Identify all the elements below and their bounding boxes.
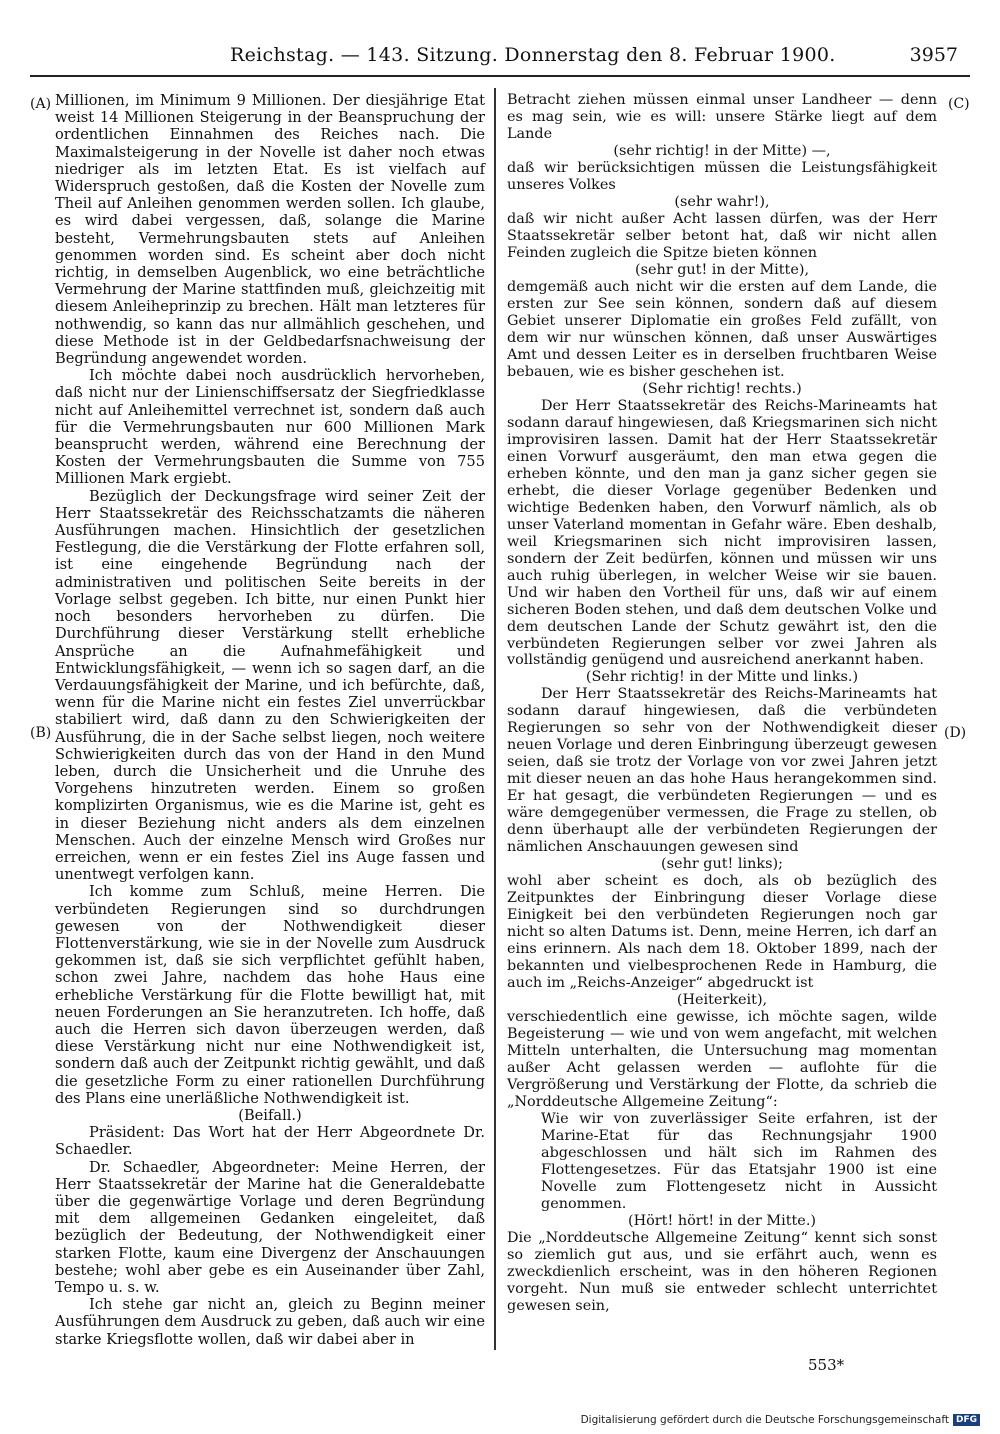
interjection: (sehr wahr!), [674, 193, 770, 210]
speaker-paragraph: Dr. Schaedler, Abgeordneter: Meine Herren, der Herr Staatssekretär der Marine hat die Generaldebatte über die gegenwärtige Vorlage und deren Begründung mit dem allgemeinen Gedanken eingeleitet, daß bezüglich der Bedeutung, der Nothwendigkeit einer starken Flotte, kaum eine Divergenz der Anschauungen bestehe; wohl aber gebe es ein Auseinander über Zahl, Tempo u. s. w. [55, 1158, 485, 1297]
interjection: (sehr gut! links); [661, 856, 783, 873]
paragraph: Der Herr Staatssekretär des Reichs-Marineamts hat sodann darauf hingewiesen, daß die verbündeten Regierungen so sehr von der Nothwendigkeit dieser neuen Vorlage und deren Einbringung überzeugt gewesen seien, daß sie trotz der Vorlage von vor zwei Jahren jetzt mit dieser neuen an das hohe Haus herangekommen sind. Er hat gesagt, die verbündeten Regierungen — und es wäre demgegenüber vermessen, die Frage zu stellen, ob denn überhaupt alle der verbündeten Regierungen der nämlichen Anschauungen gewesen sind [507, 686, 937, 856]
speaker-paragraph: Präsident: Das Wort hat der Herr Abgeordnete Dr. Schaedler. [55, 1124, 485, 1159]
paragraph: Die „Norddeutsche Allgemeine Zeitung“ kennt sich sonst so ziemlich gut aus, und sie erfährt auch, wenn es zweckdienlich erscheint, was in den höheren Regionen vorgeht. Nun muß sie entweder schlecht unterrichtet gewesen sein, [507, 1229, 937, 1314]
left-column [55, 92, 485, 1348]
header-rule [30, 75, 970, 77]
interjection: (Heiterkeit), [676, 992, 768, 1009]
paragraph: Bezüglich der Deckungsfrage wird seiner Zeit der Herr Staatssekretär des Reichsschatzamts die näheren Ausführungen machen. Hinsichtlich der gesetzlichen Festlegung, die die Verstärkung der Flotte erfahren soll, ist eine eingehende Begründung nach der administrativen und politischen Seite bereits in der Vorlage selbst gegeben. Ich bitte, nur einen Punkt hier noch besonders hervorheben zu dürfen. Die Durchführung dieser Verstärkung stellt erhebliche Ansprüche an die Aufnahmefähigkeit und Entwicklungsfähigkeit, — wenn ich so sagen darf, an die Verdauungsfähigkeit der Marine, und ich befürchte, daß, wenn für die Marine nicht ein festes Ziel unverrückbar stabiliert wird, daß dann zu den Schwierigkeiten der Ausführung, die in der Sache selbst liegen, noch weitere Schwierigkeiten durch das von der Hand in den Mund leben, durch die Unsicherheit und die Unruhe des Vorgehens hinzutreten werden. Einem so großen komplizirten Organismus, wie es die Marine ist, geht es in dieser Beziehung nicht anders als dem einzelnen Menschen. Auch der einzelne Mensch wird Großes nur erreichen, wenn er ein festes Ziel ins Auge fassen und unentwegt verfolgen kann. [55, 487, 485, 884]
margin-marker-b: (B) [30, 725, 52, 741]
paragraph: Ich komme zum Schluß, meine Herren. Die verbündeten Regierungen sind so durchdrungen gewesen von der Nothwendigkeit dieser Flottenverstärkung, wie sie in der Novelle zum Ausdruck gekommen ist, daß sie sich verpflichtet gefühlt haben, schon zwei Jahre, nachdem das hohe Haus eine erhebliche Verstärkung für die Flotte bewilligt hat, mit neuen Forderungen an Sie heranzutreten. Ich hoffe, daß auch die Herren sich davon überzeugen werden, daß diese Verstärkung nicht nur eine Nothwendigkeit ist, sondern daß auch der Zeitpunkt richtig gewählt, und daß die gesetzliche Form zu einer rationellen Durchführung des Plans eine unerläßliche Nothwendigkeit ist. [55, 883, 485, 1107]
block-quote: Wie wir von zuverlässiger Seite erfahren, ist der Marine-Etat für das Rechnungsjahr 1900 abgeschlossen und hält sich im Rahmen des Flottengesetzes. Für das Etatsjahr 1900 ist eine Novelle zum Flottengesetz nicht in Aussicht genommen. [541, 1111, 937, 1212]
interjection: (sehr gut! in der Mitte), [634, 261, 810, 278]
page-header [0, 44, 1000, 74]
interjection: (Sehr richtig! rechts.) [642, 380, 802, 397]
paragraph: Ich stehe gar nicht an, gleich zu Beginn meiner Ausführungen dem Ausdruck zu geben, daß auch wir eine starke Kriegsflotte wollen, daß wir dabei aber in [55, 1296, 485, 1348]
paragraph: Der Herr Staatssekretär des Reichs-Marineamts hat sodann darauf hingewiesen, daß Kriegsmarinen sich nicht improvisiren lassen. Damit hat der Herr Staatssekretär einen Vorwurf ausgeräumt, den man etwa gegen die erheben könnte, und den man ja ganz sicher gegen sie erhebt, die dieser Vorlage gegenüber Bedenken und wichtige Bedenken haben, den Vorwurf nämlich, als ob unser Vaterland momentan in Gefahr wäre. Eben deshalb, weil Kriegsmarinen sich nicht improvisiren lassen, sondern der Zeit bedürfen, können und müssen wir uns auch ruhig überlegen, in welcher Weise wir sie bauen. Und wir haben den Vortheil für uns, daß wir auf einem sicheren Boden stehen, und daß dem deutschen Volke und dem deutschen Lande der Schutz gewährt ist, den die verbündeten Regierungen selber vor zwei Jahren als vollständig genügend und ausreichend anerkannt haben. [507, 397, 937, 669]
margin-marker-c: (C) [948, 96, 970, 112]
paragraph: verschiedentlich eine gewisse, ich möchte sagen, wilde Begeisterung — wie und von wem angefacht, mit welchen Mitteln unterhalten, die Untersuchung mag momentan außer Acht gelassen werden — auflohte für die Vergrößerung und Verstärkung der Flotte, da schrieb die „Norddeutsche Allgemeine Zeitung“: [507, 1009, 937, 1111]
digitization-credit [581, 1414, 980, 1426]
paragraph: daß wir nicht außer Acht lassen dürfen, was der Herr Staatssekretär selber betont hat, daß wir nicht allen Feinden zugleich die Spitze bieten können [507, 210, 937, 261]
interjection: (sehr richtig! in der Mitte) —, [613, 142, 831, 159]
margin-marker-a: (A) [30, 96, 52, 112]
right-column [507, 92, 937, 1315]
credit-text: Digitalisierung gefördert durch die Deutsche Forschungsgemeinschaft [580, 1414, 949, 1426]
running-title: Reichstag. — 143. Sitzung. Donnerstag den 8. Februar 1900. [230, 44, 836, 66]
interjection: (Hört! hört! in der Mitte.) [627, 1212, 817, 1229]
paragraph: daß wir berücksichtigen müssen die Leistungsfähigkeit unseres Volkes [507, 159, 937, 193]
column-divider [494, 88, 496, 1350]
page-number: 3957 [909, 44, 958, 66]
paragraph: Betracht ziehen müssen einmal unser Landheer — denn es mag sein, wie es will: unsere Stärke liegt auf dem Lande [507, 92, 937, 142]
paragraph: demgemäß auch nicht wir die ersten auf dem Lande, die ersten zur See sein können, sondern daß auf diesem Gebiet unserer Diplomatie ein großes Feld zufällt, von dem wir nur wünschen können, daß unser Auswärtiges Amt und dessen Leiter es in derselben fruchtbaren Weise bebauen, wie es bisher geschehen ist. [507, 278, 937, 380]
paragraph: Ich möchte dabei noch ausdrücklich hervorheben, daß nicht nur der Linienschiffsersatz der Siegfriedklasse nicht auf Anleihemittel verrechnet ist, sondern daß auch für die Vermehrungsbauten nur 600 Millionen Mark beansprucht werden, während eine Berechnung der Kosten der Vermehrungsbauten die Summe von 755 Millionen Mark ergiebt. [55, 367, 485, 488]
paragraph: Millionen, im Minimum 9 Millionen. Der diesjährige Etat weist 14 Millionen Steigerung in der Beanspruchung der ordentlichen Einnahmen des Reiches nach. Die Maximalsteigerung in der Novelle ist daher noch etwas niedriger als im letzten Etat. Es ist vielfach auf Widerspruch gestoßen, daß die Kosten der Novelle zum Theil auf Anleihen genommen werden sollen. Ich glaube, es wird dabei vergessen, daß, solange die Marine besteht, Vermehrungsbauten stets auf Anleihen genommen worden sind. Es scheint aber doch nicht richtig, in demselben Augenblick, wo eine beträchtliche Vermehrung der Marine stattfinden muß, gleichzeitig mit diesem Anleiheprinzip zu brechen. Hält man letzteres für nothwendig, so kann das nur allmählich geschehen, und diese Methode ist in der Geldbedarfsnachweisung der Begründung angewendet worden. [55, 92, 485, 368]
margin-marker-d: (D) [944, 725, 967, 741]
interjection: (Sehr richtig! in der Mitte und links.) [585, 669, 859, 686]
interjection: (Beifall.) [238, 1106, 302, 1124]
paragraph: wohl aber scheint es doch, als ob bezüglich des Zeitpunktes der Einbringung dieser Vorlage diese Einigkeit bei den verbündeten Regierungen noch gar nicht so alten Datums ist. Denn, meine Herren, ich darf an eins erinnern. Als nach dem 18. Oktober 1899, nach der bekannten und vielbesprochenen Rede in Hamburg, die auch im „Reichs-Anzeiger“ abgedruckt ist [507, 873, 937, 992]
signature-mark: 553* [808, 1356, 845, 1374]
dfg-logo-icon: DFG [953, 1414, 980, 1426]
